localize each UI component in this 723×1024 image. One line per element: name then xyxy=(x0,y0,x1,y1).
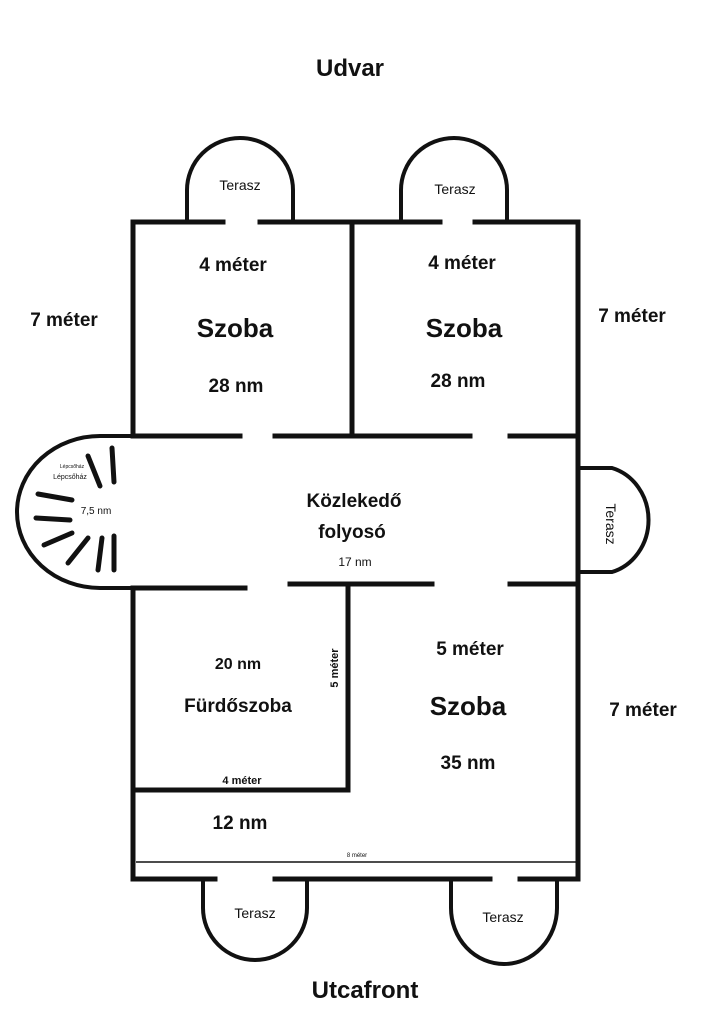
room-top-right-name: Szoba xyxy=(425,313,503,343)
room-top-right-height: 7 méter xyxy=(598,306,666,327)
front-strip-area: 12 nm xyxy=(212,813,268,834)
room-top-right-area: 28 nm xyxy=(430,371,486,392)
staircase-label: Lépcsőház xyxy=(53,474,87,481)
terrace-label-right: Terasz xyxy=(603,503,619,545)
room-top-right-width: 4 méter xyxy=(428,253,496,274)
heading-udvar: Udvar xyxy=(315,55,385,82)
corridor-area: 17 nm xyxy=(338,555,372,569)
staircase-area: 7,5 nm xyxy=(80,506,112,517)
staircase-label-small: Lépcsőház xyxy=(59,464,85,470)
room-top-left-area: 28 nm xyxy=(208,376,264,397)
room-top-left-height: 7 méter xyxy=(30,310,98,331)
bathroom-width: 4 méter xyxy=(222,775,262,787)
corridor-name-line2: folyosó xyxy=(318,522,386,543)
terrace-label-top-right: Terasz xyxy=(434,181,476,197)
terrace-label-top-left: Terasz xyxy=(219,177,261,193)
bathroom-name: Fürdőszoba xyxy=(184,696,292,717)
front-strip-width: 8 méter xyxy=(346,853,368,859)
room-bottom-right-width: 5 méter xyxy=(436,639,504,660)
terrace-label-bottom-left: Terasz xyxy=(234,905,276,921)
bathroom-area: 20 nm xyxy=(214,656,262,673)
terrace-label-bottom-right: Terasz xyxy=(482,909,524,925)
room-bottom-right-area: 35 nm xyxy=(440,753,496,774)
bathroom-depth: 5 méter xyxy=(329,648,341,688)
terrace-top-right-shape xyxy=(401,138,507,222)
heading-utcafront: Utcafront xyxy=(311,977,419,1004)
room-bottom-right-name: Szoba xyxy=(429,691,507,721)
room-top-left-name: Szoba xyxy=(196,313,274,343)
room-bottom-right-height: 7 méter xyxy=(609,700,677,721)
room-top-left-width: 4 méter xyxy=(199,255,267,276)
corridor-name-line1: Közlekedő xyxy=(306,491,402,512)
